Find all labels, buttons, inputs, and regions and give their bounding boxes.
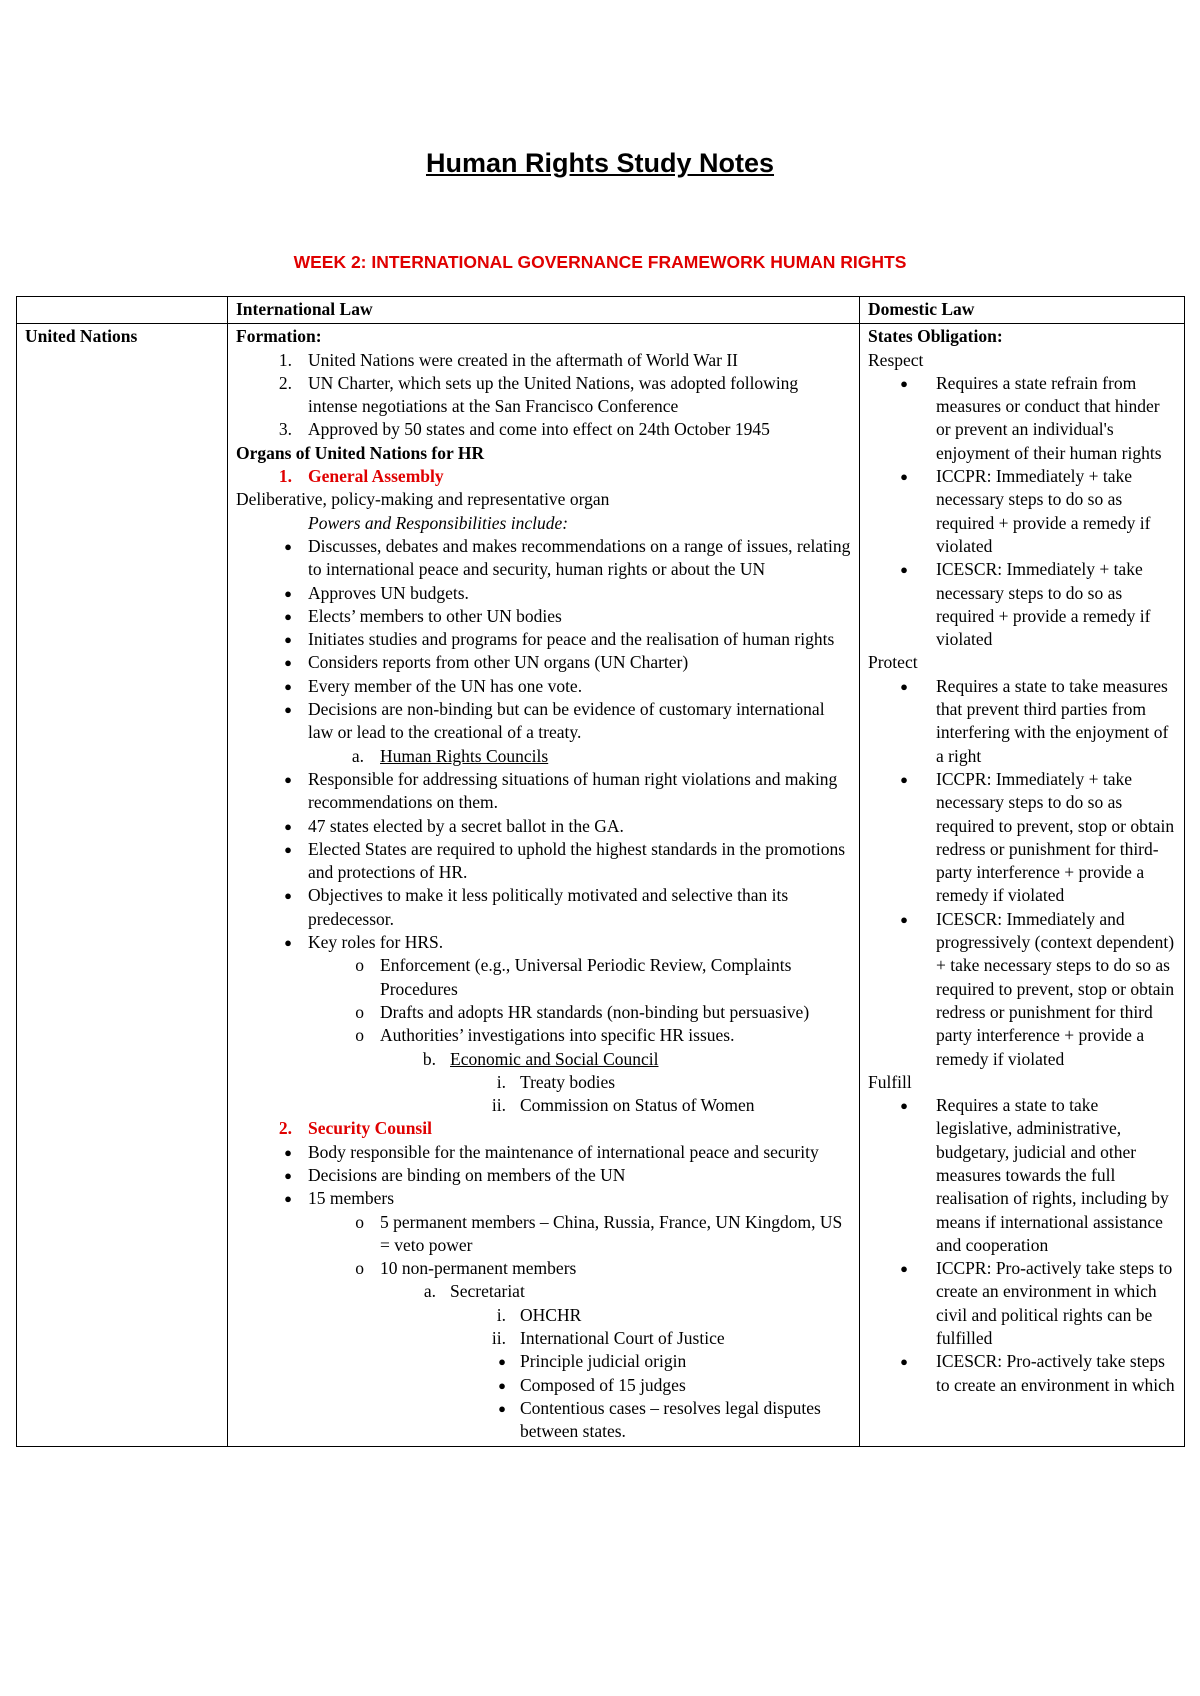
list-item — [236, 815, 851, 838]
list-item — [868, 1350, 1176, 1397]
sec-marker: a. — [423, 1281, 436, 1302]
list-item — [236, 1024, 851, 1047]
hrc-bullet-list — [236, 768, 851, 954]
list-item-text: 47 states elected by a secret ballot in the GA. — [308, 815, 624, 836]
bullet-icon: ● — [900, 678, 908, 694]
bullet-icon: ● — [498, 1377, 506, 1393]
protect-list — [868, 675, 1176, 1071]
page-title: Human Rights Study Notes — [425, 148, 775, 178]
list-item-text: Authorities’ investigations into specific HR issues. — [380, 1025, 735, 1046]
hrs-roles-list — [236, 954, 851, 1047]
bullet-icon: ● — [498, 1400, 506, 1416]
formation-heading: Formation: — [236, 326, 322, 347]
list-item — [236, 698, 851, 745]
ecosoc-heading — [236, 1048, 851, 1071]
list-item — [868, 768, 1176, 908]
bullet-icon: ● — [284, 1191, 292, 1207]
list-item — [236, 349, 851, 372]
list-item — [236, 651, 851, 674]
list-item — [236, 1211, 851, 1258]
list-item — [236, 1187, 851, 1210]
list-item — [236, 768, 851, 815]
table-header-row — [17, 297, 1185, 324]
list-item-text: ICCPR: Immediately + take necessary steps to do so as required to prevent, stop or obtain redress or punishment for third-party interference + provide a remedy if violated — [936, 768, 1175, 906]
list-item-text: Requires a state to take measures that prevent third parties from interfering with the enjoyment of a right — [936, 675, 1169, 766]
list-item-text: Body responsible for the maintenance of international peace and security — [308, 1141, 819, 1162]
ecosoc-marker: b. — [422, 1048, 436, 1069]
list-item-text: Principle judicial origin — [520, 1351, 687, 1372]
list-item-text: 10 non-permanent members — [380, 1258, 577, 1279]
list-item-text: Initiates studies and programs for peace and the realisation of human rights — [308, 629, 835, 650]
list-item-text: Decisions are non-binding but can be evidence of customary international law or lead to the creational of a treaty. — [308, 699, 825, 743]
list-item — [236, 418, 851, 441]
states-obligation-heading: States Obligation: — [868, 326, 1003, 347]
list-item — [236, 1094, 851, 1117]
bullet-icon: ● — [284, 608, 292, 624]
sc-marker: 2. — [278, 1118, 292, 1139]
list-item — [868, 558, 1176, 651]
list-item-text: Composed of 15 judges — [520, 1374, 686, 1395]
sc-members-list — [236, 1211, 851, 1281]
header-cell-empty — [17, 297, 228, 324]
header-domestic-law: Domestic Law — [860, 297, 1185, 324]
list-marker: ii. — [491, 1328, 506, 1349]
ga-description: Deliberative, policy-making and representative organ — [236, 489, 610, 510]
sc-bullet-list — [236, 1141, 851, 1211]
list-item-text: Elected States are required to uphold the highest standards in the promotions and protections of HR. — [308, 838, 846, 883]
bullet-icon: ● — [284, 818, 292, 834]
sec-title: Secretariat — [450, 1281, 525, 1302]
list-item-text: ICESCR: Immediately and progressively (context dependent) + take necessary steps to do so as required to prevent, stop or obtain redress or punishment for third party interference + provide a remedy if violated — [936, 908, 1175, 1069]
list-item-text: Commission on Status of Women — [520, 1095, 755, 1116]
international-law-cell — [228, 324, 860, 1446]
secretariat-list — [236, 1304, 851, 1351]
organs-heading: Organs of United Nations for HR — [236, 442, 485, 463]
bullet-icon: ● — [284, 632, 292, 648]
list-item-text: Requires a state to take legislative, administrative, budgetary, judicial and other measures towards the full realisation of rights, including by means if international assistance and cooperation — [936, 1095, 1169, 1255]
icj-bullet-list — [236, 1350, 851, 1443]
list-item — [868, 1257, 1176, 1350]
row-label-united-nations: United Nations — [17, 324, 228, 1446]
sc-title: Security Counsil — [308, 1118, 432, 1139]
list-item — [236, 1397, 851, 1444]
list-item-text: Every member of the UN has one vote. — [308, 675, 583, 696]
list-item — [236, 1327, 851, 1350]
list-item-text: International Court of Justice — [520, 1328, 725, 1349]
list-item-text: United Nations were created in the aftermath of World War II — [308, 349, 738, 370]
list-marker: o — [355, 1001, 364, 1022]
list-item-text: Drafts and adopts HR standards (non-binding but persuasive) — [380, 1001, 810, 1022]
fulfill-list — [868, 1094, 1176, 1397]
bullet-icon: ● — [284, 538, 292, 554]
list-marker: ii. — [491, 1095, 506, 1116]
list-item-text: Requires a state refrain from measures or conduct that hinder or prevent an individual's enjoyment of their human rights — [936, 372, 1162, 463]
ga-bullet-list — [236, 535, 851, 745]
list-item — [868, 465, 1176, 558]
hrc-title: Human Rights Councils — [380, 745, 549, 766]
ga-powers-row — [236, 512, 851, 535]
list-item — [236, 1257, 851, 1280]
list-item — [236, 838, 851, 885]
ga-title: General Assembly — [308, 466, 444, 487]
list-item — [236, 1164, 851, 1187]
list-item-text: ICCPR: Immediately + take necessary steps to do so as required + provide a remedy if violated — [936, 466, 1151, 556]
list-item — [236, 884, 851, 931]
bullet-icon: ● — [284, 655, 292, 671]
bullet-icon: ● — [900, 911, 908, 927]
hrc-heading — [236, 745, 851, 768]
respect-list — [868, 372, 1176, 652]
table-row-united-nations — [17, 324, 1185, 1446]
fulfill-label: Fulfill — [868, 1071, 912, 1092]
list-item-text: 5 permanent members – China, Russia, France, UN Kingdom, US = veto power — [380, 1211, 843, 1255]
list-item-text: Approved by 50 states and come into effect on 24th October 1945 — [308, 419, 770, 440]
bullet-icon: ● — [284, 678, 292, 694]
list-item — [868, 908, 1176, 1071]
list-item — [236, 535, 851, 582]
list-item-text: ICESCR: Immediately + take necessary steps to do so as required + provide a remedy if violated — [936, 559, 1151, 650]
bullet-icon: ● — [284, 1144, 292, 1160]
list-item-text: Responsible for addressing situations of human right violations and making recommendations on them. — [308, 768, 838, 813]
header-international-law: International Law — [228, 297, 860, 324]
list-marker: o — [355, 955, 364, 976]
list-item-text: ICCPR: Pro-actively take steps to create an environment in which civil and political rights can be fulfilled — [936, 1258, 1173, 1349]
list-item — [236, 1071, 851, 1094]
list-item-text: Key roles for HRS. — [308, 932, 444, 953]
bullet-icon: ● — [284, 1167, 292, 1183]
list-item — [868, 372, 1176, 465]
secretariat-heading — [236, 1280, 851, 1303]
list-item — [236, 1304, 851, 1327]
list-item — [236, 628, 851, 651]
list-item — [236, 675, 851, 698]
list-marker: 1. — [278, 349, 292, 370]
list-item-text: UN Charter, which sets up the United Nations, was adopted following intense negotiations at the San Francisco Conference — [308, 372, 799, 417]
bullet-icon: ● — [284, 585, 292, 601]
list-item-text: Elects’ members to other UN bodies — [308, 605, 562, 626]
ga-powers: Powers and Responsibilities include: — [308, 512, 569, 533]
list-item-text: OHCHR — [520, 1304, 582, 1325]
bullet-icon: ● — [900, 1098, 908, 1114]
list-item — [236, 1350, 851, 1373]
list-item-text: Treaty bodies — [520, 1071, 616, 1092]
list-item-text: Discusses, debates and makes recommendations on a range of issues, relating to international peace and security, human rights or about the UN — [308, 535, 851, 580]
list-item-text: Decisions are binding on members of the UN — [308, 1164, 626, 1185]
bullet-icon: ● — [900, 469, 908, 485]
bullet-icon: ● — [284, 771, 292, 787]
notes-table — [16, 296, 1185, 1447]
week-heading: WEEK 2: INTERNATIONAL GOVERNANCE FRAMEWORK HUMAN RIGHTS — [293, 252, 907, 272]
list-marker: i. — [496, 1071, 506, 1092]
ecosoc-title: Economic and Social Council — [450, 1048, 659, 1069]
list-item — [236, 954, 851, 1001]
list-item-text: Considers reports from other UN organs (UN Charter) — [308, 652, 689, 673]
list-marker: o — [355, 1025, 364, 1046]
respect-label: Respect — [868, 349, 924, 370]
bullet-icon: ● — [284, 702, 292, 718]
bullet-icon: ● — [498, 1354, 506, 1370]
list-item — [236, 605, 851, 628]
domestic-law-cell — [860, 324, 1185, 1446]
general-assembly-heading — [236, 465, 851, 488]
security-council-heading — [236, 1117, 851, 1140]
ga-marker: 1. — [278, 466, 292, 487]
formation-list — [236, 349, 851, 442]
list-item-text: Approves UN budgets. — [308, 582, 469, 603]
bullet-icon: ● — [284, 935, 292, 951]
list-item — [236, 372, 851, 419]
list-item-text: Contentious cases – resolves legal disputes between states. — [520, 1397, 821, 1442]
bullet-icon: ● — [900, 771, 908, 787]
list-marker: o — [355, 1211, 364, 1232]
list-item-text: 15 members — [308, 1188, 395, 1209]
list-marker: i. — [496, 1304, 506, 1325]
list-item-text: Objectives to make it less politically motivated and selective than its predecessor. — [308, 885, 789, 929]
list-item — [236, 1374, 851, 1397]
list-item-text: ICESCR: Pro-actively take steps to create an environment in which — [936, 1351, 1175, 1395]
list-item — [236, 1141, 851, 1164]
protect-label: Protect — [868, 652, 918, 673]
list-item — [868, 1094, 1176, 1257]
bullet-icon: ● — [284, 841, 292, 857]
bullet-icon: ● — [900, 1354, 908, 1370]
bullet-icon: ● — [900, 562, 908, 578]
list-item — [236, 1001, 851, 1024]
bullet-icon: ● — [900, 375, 908, 391]
list-marker: 2. — [278, 372, 292, 393]
list-item — [868, 675, 1176, 768]
ecosoc-list — [236, 1071, 851, 1118]
list-item — [236, 582, 851, 605]
bullet-icon: ● — [900, 1261, 908, 1277]
bullet-icon: ● — [284, 888, 292, 904]
list-item-text: Enforcement (e.g., Universal Periodic Review, Complaints Procedures — [380, 955, 792, 999]
list-marker: 3. — [278, 419, 292, 440]
hrc-marker: a. — [351, 745, 364, 766]
list-marker: o — [355, 1258, 364, 1279]
list-item — [236, 931, 851, 954]
